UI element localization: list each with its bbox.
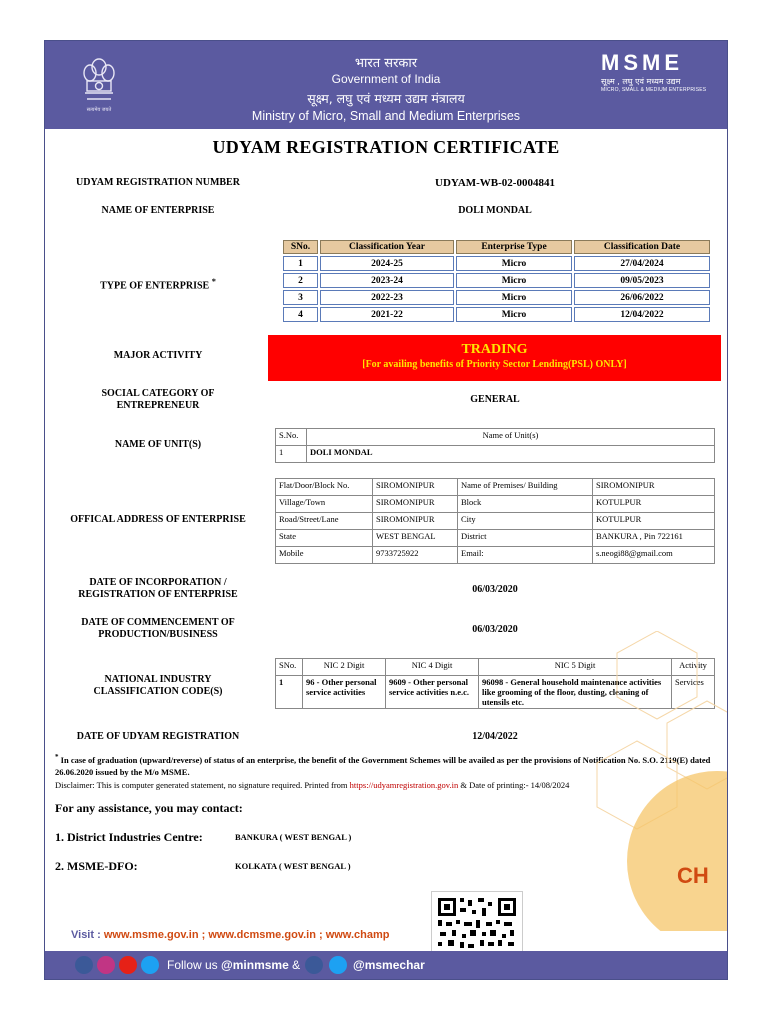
cls-header-type: Enterprise Type [456,240,572,254]
table-row [276,513,715,530]
major-activity-box [268,335,721,381]
msme-logo [601,51,705,73]
handle-minmsme[interactable]: @minmsme [221,958,289,972]
handle-msmechampions[interactable] [353,958,425,972]
champions-partial-text: CH [677,863,709,888]
udyam-date-label: DATE OF UDYAM REGISTRATION [76,731,240,742]
incorporation-date-label: DATE OF INCORPORATION / REGISTRATION OF ENTERPRISE [78,577,238,600]
table-cell: 2023-24 [320,273,454,288]
social-category-label: SOCIAL CATEGORY OF ENTREPRENEUR [101,388,215,411]
table-cell: Micro [456,256,572,271]
table-cell: Micro [456,307,572,322]
commencement-date-label: DATE OF COMMENCEMENT OF PRODUCTION/BUSINESS [81,617,235,640]
table-cell: WEST BENGAL [373,530,458,547]
table-cell: KOTULPUR [593,513,715,530]
table-cell: 26/06/2022 [574,290,710,305]
certificate-page [44,40,728,980]
table-cell: SIROMONIPUR [373,496,458,513]
table-cell: Block [458,496,593,513]
table-cell: KOTULPUR [593,496,715,513]
header-banner [45,41,727,129]
address-label: OFFICAL ADDRESS OF ENTERPRISE [70,514,246,525]
table-cell: Road/Street/Lane [276,513,373,530]
table-cell: Email: [458,547,593,564]
incorporation-date-value: 06/03/2020 [472,584,518,595]
table-row [283,307,710,322]
ministry-hindi-text: सूक्ष्म, लघु एवं मध्यम उद्यम मंत्रालय [307,91,465,106]
nic-header-activity: Activity [672,659,715,676]
table-cell: 09/05/2023 [574,273,710,288]
units-header-name: Name of Unit(s) [307,429,715,446]
msme-logo-english: MICRO, SMALL & MEDIUM ENTERPRISES [601,87,707,93]
type-label-text: TYPE OF ENTERPRISE [100,280,210,292]
table-row [276,496,715,513]
classification-table [281,238,712,324]
table-cell: 96098 - General household maintenance activities like grooming of the floor, dusting, cleaning of utensils etc. [479,676,672,709]
major-activity-value: TRADING [461,342,528,357]
reg-number-value: UDYAM-WB-02-0004841 [435,177,555,189]
ministry-english-text: Ministry of Micro, Small and Medium Enterprises [251,109,521,123]
table-cell: Micro [456,290,572,305]
reg-number-label: UDYAM REGISTRATION NUMBER [76,177,240,188]
udyam-portal-link[interactable]: https://udyamregistration.gov.in [349,780,459,790]
enterprise-name-value: DOLI MONDAL [458,205,532,216]
note-text: In case of graduation (upward/reverse) of status of an enterprise, the benefit of the Government Schemes will be availed as per the provisions of Notification No. S.O. 2119(E) dated 26.06.2020 issued by the M/o MSME. [55,754,711,777]
type-asterisk: * [211,277,216,286]
table-row [283,273,710,288]
commencement-date-value: 06/03/2020 [472,624,518,635]
table-cell: 96 - Other personal service activities [303,676,386,709]
table-cell: Micro [456,273,572,288]
printing-date-text: & Date of printing:- 14/08/2024 [460,780,570,790]
cls-header-date: Classification Date [574,240,710,254]
msme-logo-text: MSME [601,51,683,73]
cls-header-sno: SNo. [283,240,318,254]
table-cell: SIROMONIPUR [373,479,458,496]
twitter-icon[interactable] [141,956,159,974]
follow-us-text [167,958,300,972]
footer-bar [45,951,727,979]
udyam-date-value: 12/04/2022 [472,731,518,742]
dfo-label: 2. MSME-DFO: [55,859,138,873]
table-cell: BANKURA , Pin 722161 [593,530,715,547]
nic-header-4digit: NIC 4 Digit [386,659,479,676]
assistance-heading: For any assistance, you may contact: [55,801,243,815]
table-cell: 9609 - Other personal service activities n.e.c. [386,676,479,709]
decorative-hexagon-graphic [577,631,727,931]
note-asterisk: * [55,753,59,761]
table-cell: City [458,513,593,530]
major-activity-label: MAJOR ACTIVITY [113,350,203,361]
table-cell: State [276,530,373,547]
table-row [283,256,710,271]
social-category-value: GENERAL [470,394,520,405]
address-table [275,478,715,564]
msme-logo-hindi: सूक्ष्म , लघु एवं मध्यम उद्यम [601,77,681,86]
youtube-icon[interactable] [119,956,137,974]
table-cell: 2021-22 [320,307,454,322]
nic-header-2digit: NIC 2 Digit [303,659,386,676]
table-cell: 1 [283,256,318,271]
table-cell: 2022-23 [320,290,454,305]
disclaimer [55,780,569,790]
table-cell: Services [672,676,715,709]
visit-links [71,929,389,941]
table-cell: 27/04/2024 [574,256,710,271]
table-cell: DOLI MONDAL [307,446,715,463]
facebook-icon[interactable] [75,956,93,974]
table-cell: SIROMONIPUR [373,513,458,530]
table-cell: 2 [283,273,318,288]
units-header-sno: S.No. [276,429,307,446]
twitter-icon-2[interactable] [329,956,347,974]
type-label [45,276,271,292]
table-cell: SIROMONIPUR [593,479,715,496]
table-row [276,530,715,547]
dic-label: 1. District Industries Centre: [55,830,203,844]
follow-label: Follow us [167,958,218,972]
table-cell: Flat/Door/Block No. [276,479,373,496]
table-cell: District [458,530,593,547]
facebook-icon-2[interactable] [305,956,323,974]
cls-header-year: Classification Year [320,240,454,254]
table-row [276,479,715,496]
enterprise-name-label: NAME OF ENTERPRISE [101,205,215,216]
major-activity-note: [For availing benefits of Priority Sector Lending(PSL) ONLY] [362,359,627,370]
table-cell: 1 [276,446,307,463]
table-cell: Mobile [276,547,373,564]
svg-text:सत्यमेव जयते: सत्यमेव जयते [86,107,112,113]
table-cell: 2024-25 [320,256,454,271]
table-cell: Name of Premises/ Building [458,479,593,496]
dic-value: BANKURA ( WEST BENGAL ) [235,832,352,842]
table-cell: 3 [283,290,318,305]
gov-hindi-text: भारत सरकार [354,56,418,71]
disclaimer-text: Disclaimer: This is computer generated statement, no signature required. Printed from [55,780,348,790]
nic-header-sno: SNo. [276,659,303,676]
nic-header-5digit: NIC 5 Digit [479,659,672,676]
table-cell: s.neogi88@gmail.com [593,547,715,564]
nic-label: NATIONAL INDUSTRY CLASSIFICATION CODE(S) [93,674,223,697]
table-cell: 4 [283,307,318,322]
table-cell: 1 [276,676,303,709]
table-cell: 12/04/2022 [574,307,710,322]
gov-english-text: Government of India [331,72,441,86]
website-links[interactable]: www.msme.gov.in ; www.dcmsme.gov.in ; www.champ [103,929,390,941]
ampersand: & [292,958,301,972]
table-row [283,290,710,305]
units-label: NAME OF UNIT(S) [114,439,202,450]
table-row [276,547,715,564]
dfo-value: KOLKATA ( WEST BENGAL ) [235,861,351,871]
units-table [275,428,715,463]
visit-label: Visit : [71,929,101,941]
table-cell: 9733725922 [373,547,458,564]
table-cell: Village/Town [276,496,373,513]
instagram-icon[interactable] [97,956,115,974]
handle-msmechar[interactable]: @msmechar [353,958,425,972]
table-row [276,446,715,463]
certificate-title: UDYAM REGISTRATION CERTIFICATE [212,137,560,157]
